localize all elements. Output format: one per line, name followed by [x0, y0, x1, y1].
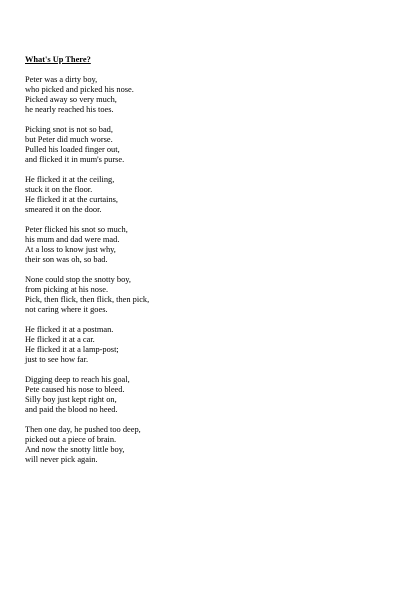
- stanza: [25, 325, 365, 365]
- poem-line: smeared it on the door.: [25, 205, 102, 214]
- poem-line: but Peter did much worse.: [25, 135, 113, 144]
- poem-line: Pete caused his nose to bleed.: [25, 385, 125, 394]
- poem-line: stuck it on the floor.: [25, 185, 93, 194]
- poem-line: not caring where it goes.: [25, 305, 108, 314]
- poem-line: He flicked it at a postman.: [25, 325, 114, 334]
- poem: [25, 55, 365, 475]
- poem-line: he nearly reached his toes.: [25, 105, 114, 114]
- poem-line: Digging deep to reach his goal,: [25, 375, 130, 384]
- poem-line: who picked and picked his nose.: [25, 85, 134, 94]
- poem-line: Then one day, he pushed too deep,: [25, 425, 141, 434]
- poem-line: Picked away so very much,: [25, 95, 117, 104]
- poem-line: And now the snotty little boy,: [25, 445, 125, 454]
- poem-line: and flicked it in mum's purse.: [25, 155, 125, 164]
- stanza: [25, 375, 365, 415]
- poem-line: will never pick again.: [25, 455, 98, 464]
- poem-line: and paid the blood no heed.: [25, 405, 118, 414]
- poem-line: He flicked it at the curtains,: [25, 195, 119, 204]
- poem-line: At a loss to know just why,: [25, 245, 116, 254]
- poem-line: Pick, then flick, then flick, then pick,: [25, 295, 150, 304]
- poem-line: Picking snot is not so bad,: [25, 125, 113, 134]
- stanza: [25, 225, 365, 265]
- stanza: [25, 75, 365, 115]
- stanza: [25, 275, 365, 315]
- poem-line: picked out a piece of brain.: [25, 435, 117, 444]
- poem-line: He flicked it at a lamp-post;: [25, 345, 119, 354]
- poem-line: from picking at his nose.: [25, 285, 109, 294]
- stanza: [25, 125, 365, 165]
- stanza: [25, 425, 365, 465]
- poem-line: his mum and dad were mad.: [25, 235, 120, 244]
- poem-line: He flicked it at the ceiling,: [25, 175, 115, 184]
- poem-title: What's Up There?: [25, 55, 91, 64]
- poem-line: their son was oh, so bad.: [25, 255, 108, 264]
- poem-line: None could stop the snotty boy,: [25, 275, 131, 284]
- poem-line: Peter was a dirty boy,: [25, 75, 98, 84]
- poem-line: Pulled his loaded finger out,: [25, 145, 120, 154]
- poem-line: Silly boy just kept right on,: [25, 395, 117, 404]
- stanza: [25, 175, 365, 215]
- poem-line: just to see how far.: [25, 355, 89, 364]
- poem-line: Peter flicked his snot so much,: [25, 225, 128, 234]
- poem-line: He flicked it at a car.: [25, 335, 95, 344]
